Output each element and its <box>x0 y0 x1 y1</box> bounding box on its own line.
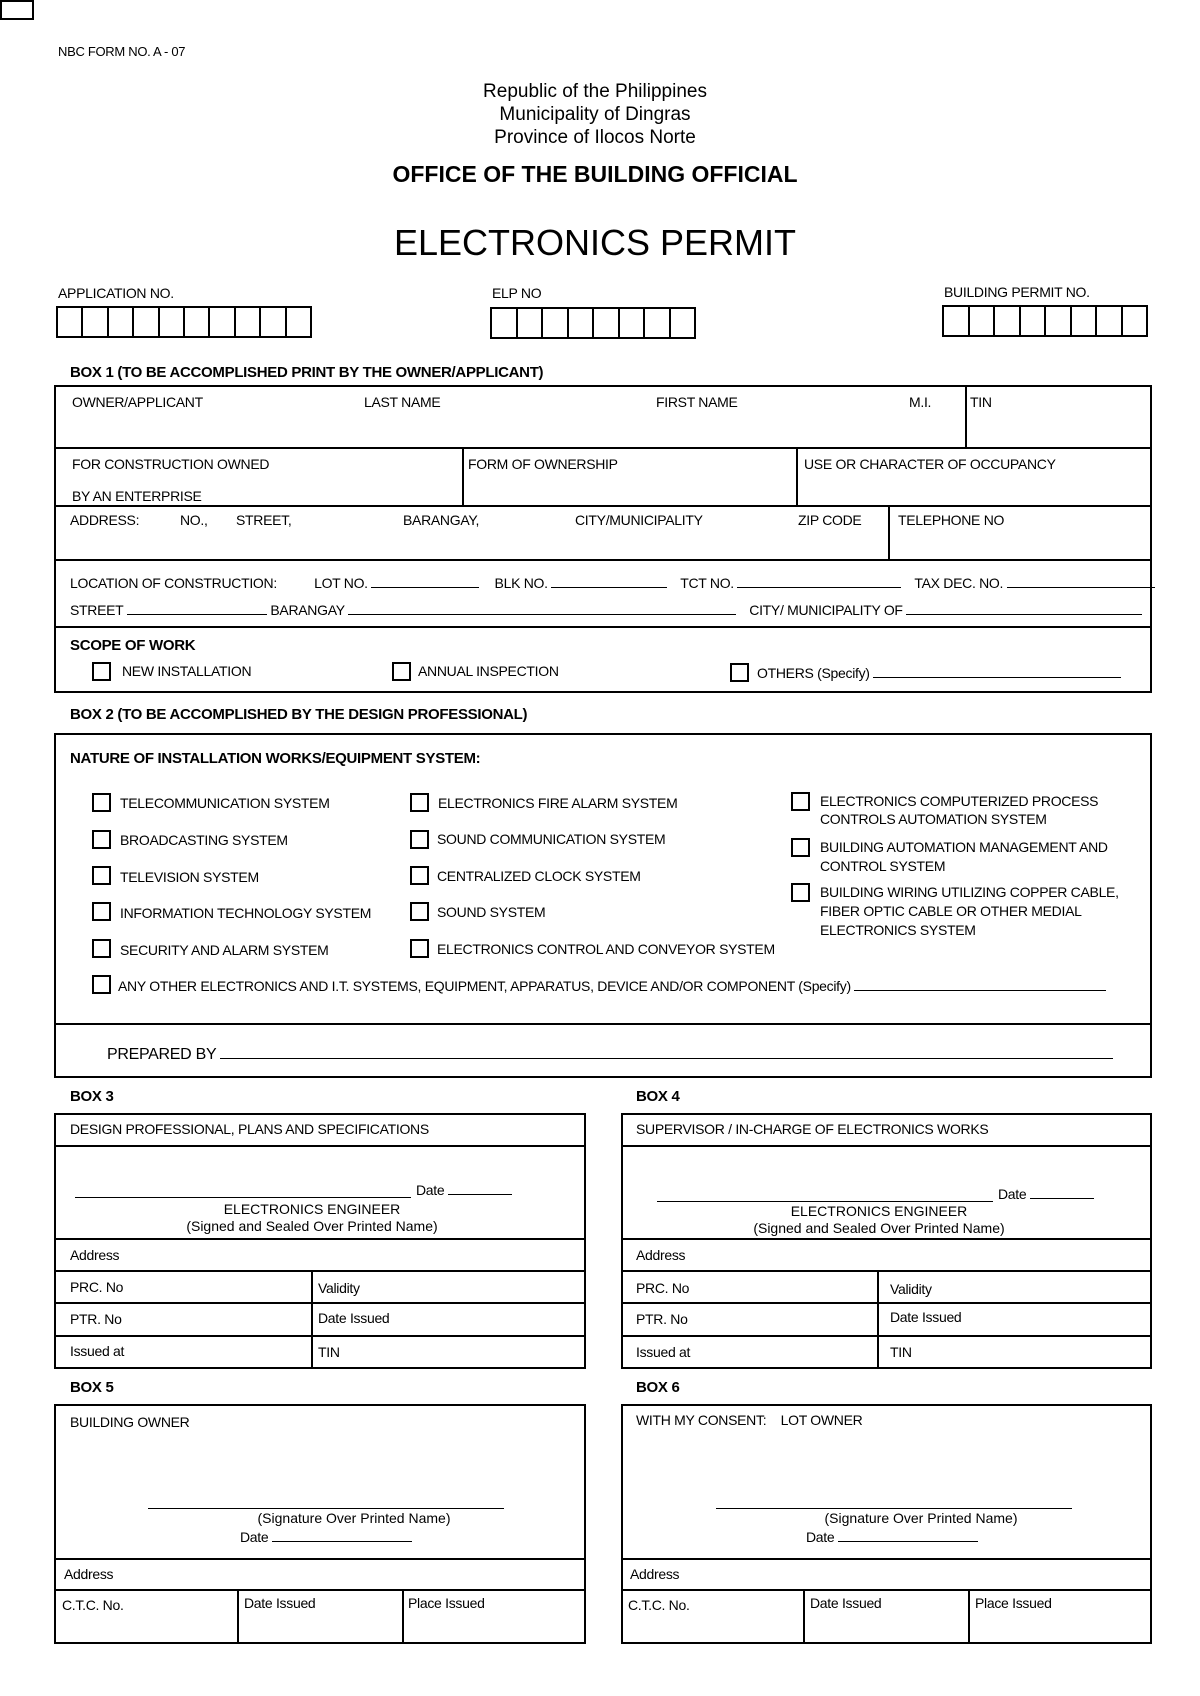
box6-signature-caption: (Signature Over Printed Name) <box>824 1510 1018 1526</box>
box5-label: BOX 5 <box>70 1379 114 1396</box>
box4-divider <box>621 1238 1152 1240</box>
city-of-label: CITY/ MUNICIPALITY OF <box>749 602 903 618</box>
building-automation-label-2: CONTROL SYSTEM <box>820 858 946 874</box>
box5-divider <box>54 1558 586 1560</box>
tct-no-line[interactable] <box>737 575 901 588</box>
box4-engineer: ELECTRONICS ENGINEER <box>790 1203 968 1219</box>
box4-signature-line[interactable] <box>657 1201 993 1202</box>
others-label: OTHERS (Specify) <box>757 665 870 681</box>
information-technology-checkbox[interactable] <box>92 902 111 921</box>
fire-alarm-label: ELECTRONICS FIRE ALARM SYSTEM <box>438 795 678 811</box>
city-of-line[interactable] <box>906 602 1142 615</box>
box3-label: BOX 3 <box>70 1088 114 1105</box>
sound-communication-checkbox[interactable] <box>410 830 429 849</box>
tax-dec-no-label: TAX DEC. NO. <box>914 575 1004 591</box>
box4-prc: PRC. No <box>636 1280 690 1296</box>
sound-system-checkbox[interactable] <box>410 902 429 921</box>
television-label: TELEVISION SYSTEM <box>120 869 259 885</box>
box3-date-issued: Date Issued <box>318 1310 390 1326</box>
building-permit-no-field[interactable] <box>942 305 1148 337</box>
box2-divider <box>54 1023 1152 1025</box>
control-conveyor-label: ELECTRONICS CONTROL AND CONVEYOR SYSTEM <box>437 941 775 957</box>
box3-divider <box>54 1335 586 1337</box>
television-checkbox[interactable] <box>92 866 111 885</box>
box4-validity: Validity <box>890 1281 932 1297</box>
box6-place-issued: Place Issued <box>975 1595 1052 1611</box>
new-installation-checkbox[interactable] <box>92 662 111 681</box>
mi-label: M.I. <box>909 394 932 410</box>
box6-divider <box>803 1589 805 1644</box>
any-other-row <box>118 978 1106 994</box>
box3-ptr: PTR. No <box>70 1311 122 1327</box>
office-title: OFFICE OF THE BUILDING OFFICIAL <box>392 161 798 187</box>
any-other-label: ANY OTHER ELECTRONICS AND I.T. SYSTEMS, EQUIPMENT, APPARATUS, DEVICE AND/OR COMPONENT (Specify) <box>118 978 851 994</box>
box4-divider <box>621 1145 1152 1147</box>
box4-date-label: Date <box>998 1186 1027 1202</box>
box1-frame <box>54 385 1152 693</box>
lot-no-line[interactable] <box>371 575 479 588</box>
box3-tin: TIN <box>318 1344 340 1360</box>
box1-divider <box>796 447 798 505</box>
box4-divider <box>621 1302 1152 1304</box>
box6-divider <box>968 1589 970 1644</box>
box5-ctc: C.T.C. No. <box>62 1597 124 1613</box>
lot-no-label: LOT NO. <box>314 575 368 591</box>
box2-title: BOX 2 (TO BE ACCOMPLISHED BY THE DESIGN PROFESSIONAL) <box>70 706 528 723</box>
telephone-label: TELEPHONE NO <box>898 512 1005 528</box>
box6-label: BOX 6 <box>636 1379 680 1396</box>
centralized-clock-label: CENTRALIZED CLOCK SYSTEM <box>437 868 641 884</box>
street-label: STREET <box>70 602 124 618</box>
box3-signed: (Signed and Sealed Over Printed Name) <box>186 1218 438 1234</box>
building-wiring-label-2: FIBER OPTIC CABLE OR OTHER MEDIAL <box>820 903 1082 919</box>
box3-divider <box>54 1302 586 1304</box>
box1-divider <box>54 505 1152 507</box>
telecommunication-checkbox[interactable] <box>92 793 111 812</box>
broadcasting-label: BROADCASTING SYSTEM <box>120 832 288 848</box>
zip-code-label: ZIP CODE <box>798 512 862 528</box>
security-alarm-label: SECURITY AND ALARM SYSTEM <box>120 942 329 958</box>
street-line[interactable] <box>127 602 267 615</box>
address-barangay-label: BARANGAY, <box>403 512 480 528</box>
others-checkbox[interactable] <box>730 663 749 682</box>
box4-frame <box>621 1113 1152 1369</box>
security-alarm-checkbox[interactable] <box>92 939 111 958</box>
box3-date-label: Date <box>416 1182 445 1198</box>
use-or-character-label: USE OR CHARACTER OF OCCUPANCY <box>804 456 1056 472</box>
sound-communication-label: SOUND COMMUNICATION SYSTEM <box>437 831 666 847</box>
fire-alarm-checkbox[interactable] <box>410 793 429 812</box>
box3-date-line[interactable] <box>448 1182 512 1195</box>
corner-mark <box>0 0 34 20</box>
box6-divider <box>621 1589 1152 1591</box>
information-technology-label: INFORMATION TECHNOLOGY SYSTEM <box>120 905 372 921</box>
box6-date-line[interactable] <box>838 1529 978 1542</box>
box6-header: WITH MY CONSENT: LOT OWNER <box>636 1412 863 1428</box>
computerized-process-label: ELECTRONICS COMPUTERIZED PROCESS <box>820 793 1099 809</box>
box4-date-issued: Date Issued <box>890 1309 962 1325</box>
building-wiring-label: BUILDING WIRING UTILIZING COPPER CABLE, <box>820 884 1119 900</box>
box3-divider <box>54 1145 586 1147</box>
last-name-label: LAST NAME <box>364 394 441 410</box>
box5-signature-caption: (Signature Over Printed Name) <box>257 1510 451 1526</box>
address-no-label: NO., <box>180 512 208 528</box>
address-street-label: STREET, <box>236 512 292 528</box>
box4-header: SUPERVISOR / IN-CHARGE OF ELECTRONICS WORKS <box>636 1121 989 1137</box>
prepared-by-line[interactable] <box>220 1044 1113 1059</box>
header-municipality: Municipality of Dingras <box>499 104 691 125</box>
address-city-label: CITY/MUNICIPALITY <box>575 512 703 528</box>
elp-no-label: ELP NO <box>492 285 542 301</box>
any-other-line[interactable] <box>854 978 1106 991</box>
prepared-by-label: PREPARED BY <box>107 1046 217 1063</box>
box4-label: BOX 4 <box>636 1088 680 1105</box>
box4-divider <box>621 1270 1152 1272</box>
annual-inspection-label: ANNUAL INSPECTION <box>418 663 559 679</box>
form-number: NBC FORM NO. A - 07 <box>58 44 186 59</box>
owner-applicant-label: OWNER/APPLICANT <box>72 394 203 410</box>
tin-label: TIN <box>970 394 992 410</box>
box3-divider <box>311 1270 313 1369</box>
box5-date-line[interactable] <box>272 1529 412 1542</box>
box5-divider <box>237 1589 239 1644</box>
box3-date-row <box>416 1182 512 1198</box>
tax-dec-no-line[interactable] <box>1007 575 1155 588</box>
prepared-by-row <box>107 1044 1113 1064</box>
box3-header: DESIGN PROFESSIONAL, PLANS AND SPECIFICATIONS <box>70 1121 429 1137</box>
centralized-clock-checkbox[interactable] <box>410 866 429 885</box>
box4-tin: TIN <box>890 1344 912 1360</box>
box3-frame <box>54 1113 586 1369</box>
telecommunication-label: TELECOMMUNICATION SYSTEM <box>120 795 330 811</box>
box5-signature-line[interactable] <box>148 1508 504 1509</box>
building-permit-no-label: BUILDING PERMIT NO. <box>944 284 1090 300</box>
box3-divider <box>54 1270 586 1272</box>
box4-ptr: PTR. No <box>636 1311 688 1327</box>
box3-signature-line[interactable] <box>75 1197 411 1198</box>
box1-divider <box>462 447 464 505</box>
box3-prc: PRC. No <box>70 1279 124 1295</box>
box3-issued-at: Issued at <box>70 1343 125 1359</box>
box6-date-row <box>806 1529 978 1545</box>
permit-title: ELECTRONICS PERMIT <box>393 222 797 263</box>
box5-address: Address <box>64 1566 114 1582</box>
scope-of-work-title: SCOPE OF WORK <box>70 637 196 654</box>
box5-divider <box>54 1589 586 1591</box>
sound-system-label: SOUND SYSTEM <box>437 904 546 920</box>
street-row <box>70 602 1142 618</box>
control-conveyor-checkbox[interactable] <box>410 939 429 958</box>
box5-date-label: Date <box>240 1529 269 1545</box>
box6-date-label: Date <box>806 1529 835 1545</box>
box3-divider <box>54 1238 586 1240</box>
form-of-ownership-label: FORM OF OWNERSHIP <box>468 456 618 472</box>
others-line[interactable] <box>873 665 1121 678</box>
barangay-label: BARANGAY <box>270 602 345 618</box>
computerized-process-checkbox[interactable] <box>791 792 810 811</box>
first-name-label: FIRST NAME <box>656 394 738 410</box>
others-row <box>757 665 1121 681</box>
nature-title: NATURE OF INSTALLATION WORKS/EQUIPMENT SYSTEM: <box>70 750 481 767</box>
box6-date-issued: Date Issued <box>810 1595 882 1611</box>
box6-signature-line[interactable] <box>716 1508 1072 1509</box>
building-wiring-label-3: ELECTRONICS SYSTEM <box>820 922 976 938</box>
box4-signed: (Signed and Sealed Over Printed Name) <box>753 1220 1005 1236</box>
by-enterprise-label: BY AN ENTERPRISE <box>72 488 202 504</box>
box1-divider <box>888 505 890 559</box>
box5-date-row <box>240 1529 412 1545</box>
box1-divider <box>54 447 1152 449</box>
broadcasting-checkbox[interactable] <box>92 830 111 849</box>
box3-address: Address <box>70 1247 120 1263</box>
location-label: LOCATION OF CONSTRUCTION: <box>70 575 277 591</box>
application-no-label: APPLICATION NO. <box>58 285 174 301</box>
box1-divider <box>965 385 967 447</box>
building-wiring-checkbox[interactable] <box>791 883 810 902</box>
box5-divider <box>402 1589 404 1644</box>
building-automation-label: BUILDING AUTOMATION MANAGEMENT AND <box>820 839 1108 855</box>
box5-place-issued: Place Issued <box>408 1595 485 1611</box>
box6-ctc: C.T.C. No. <box>628 1597 690 1613</box>
box4-issued-at: Issued at <box>636 1344 691 1360</box>
box1-divider <box>54 626 1152 628</box>
tct-no-label: TCT NO. <box>680 575 734 591</box>
box4-date-line[interactable] <box>1030 1186 1094 1199</box>
box4-date-row <box>998 1186 1094 1202</box>
box4-divider <box>621 1335 1152 1337</box>
box6-address: Address <box>630 1566 680 1582</box>
elp-no-field[interactable] <box>490 307 696 339</box>
construction-owned-label: FOR CONSTRUCTION OWNED <box>72 456 270 472</box>
barangay-line[interactable] <box>348 602 736 615</box>
annual-inspection-checkbox[interactable] <box>392 662 411 681</box>
any-other-checkbox[interactable] <box>92 975 111 994</box>
box3-engineer: ELECTRONICS ENGINEER <box>223 1201 401 1217</box>
building-automation-checkbox[interactable] <box>791 838 810 857</box>
box1-title: BOX 1 (TO BE ACCOMPLISHED PRINT BY THE OWNER/APPLICANT) <box>70 364 544 381</box>
location-row <box>70 575 1155 591</box>
box3-validity: Validity <box>318 1280 360 1296</box>
header-province: Province of Ilocos Norte <box>494 127 696 148</box>
new-installation-label: NEW INSTALLATION <box>122 663 252 679</box>
box4-divider <box>877 1270 879 1369</box>
box1-divider <box>54 559 1152 561</box>
address-label: ADDRESS: <box>70 512 140 528</box>
box6-divider <box>621 1558 1152 1560</box>
blk-no-line[interactable] <box>551 575 667 588</box>
header-republic: Republic of the Philippines <box>483 81 707 102</box>
box5-date-issued: Date Issued <box>244 1595 316 1611</box>
box4-address: Address <box>636 1247 686 1263</box>
box5-header: BUILDING OWNER <box>70 1414 190 1430</box>
application-no-field[interactable] <box>56 306 312 338</box>
blk-no-label: BLK NO. <box>494 575 548 591</box>
computerized-process-label-2: CONTROLS AUTOMATION SYSTEM <box>820 811 1047 827</box>
